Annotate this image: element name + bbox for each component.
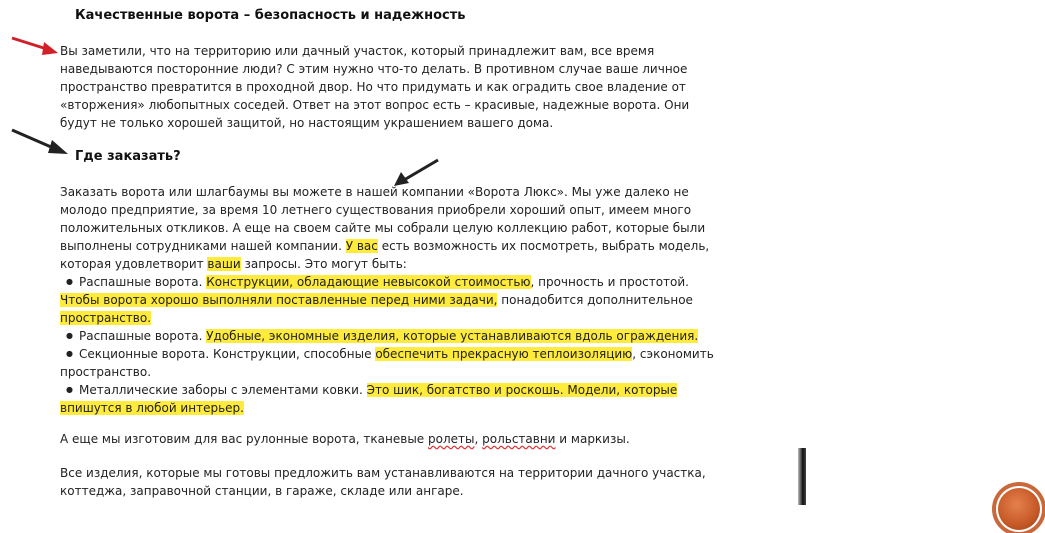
highlight: впишутся в любой интерьер.: [60, 401, 244, 415]
order-line: [60, 237, 760, 255]
extra-line: [60, 430, 760, 448]
extra-text: А еще мы изготовим для вас рулонные ворота, тканевые: [60, 432, 428, 446]
highlight: Это шик, богатство и роскошь. Модели, которые: [366, 383, 678, 397]
extra-products-paragraph: [60, 430, 760, 448]
order-text: запросы. Это могут быть:: [240, 257, 407, 271]
spellcheck-word: рольставни: [482, 432, 556, 446]
shadow-divider: [798, 448, 806, 505]
closing-paragraph: [60, 464, 760, 500]
intro-line: Вы заметили, что на территорию или дачный участок, который принадлежит вам, все время: [60, 44, 655, 58]
slide-badge: [996, 486, 1042, 532]
item-text: Распашные ворота.: [78, 275, 207, 289]
intro-line: пространство превратится в проходной двор. Но что придумать и как оградить свое владение от: [60, 80, 686, 94]
list-item-continuation: [60, 309, 760, 327]
highlight: пространство.: [60, 311, 152, 325]
highlight: обеспечить прекрасную теплоизоляцию: [375, 347, 633, 361]
order-text: есть возможность их посмотреть, выбрать модель,: [377, 239, 710, 253]
list-item: [60, 345, 760, 363]
order-text: которая удовлетворит: [60, 257, 208, 271]
highlight: Чтобы ворота хорошо выполняли поставленные перед ними задачи,: [60, 293, 498, 307]
order-line: Заказать ворота или шлагбаумы вы можете в нашей компании «Ворота Люкс». Мы уже далеко не: [60, 185, 689, 199]
intro-line: наведываются посторонние люди? С этим нужно что-то делать. В противном случае ваше личное: [60, 62, 688, 76]
list-item: [60, 381, 760, 399]
order-line: молодо предприятие, за время 10 летнего существования приобрели хороший опыт, имеем много: [60, 203, 692, 217]
order-paragraph: [60, 183, 760, 417]
item-text: , сэкономить: [632, 347, 714, 361]
intro-paragraph: [60, 42, 750, 132]
highlight: ваши: [207, 257, 241, 271]
item-text: Секционные ворота. Конструкции, способные: [78, 347, 376, 361]
closing-line: коттеджа, заправочной станции, в гараже, складе или ангаре.: [60, 484, 464, 498]
subheading-where-to-order: Где заказать?: [75, 149, 181, 164]
document-title: Качественные ворота – безопасность и надежность: [75, 8, 466, 23]
list-item: [60, 273, 760, 291]
item-text: , прочность и простотой.: [530, 275, 689, 289]
highlight: У вас: [345, 239, 378, 253]
highlight: Конструкции, обладающие невысокой стоимостью: [206, 275, 531, 289]
order-line: положительных откликов. А еще на своем сайте мы собрали целую коллекцию работ, которые были: [60, 221, 706, 235]
arrow-red-icon: [10, 34, 60, 58]
closing-line: Все изделия, которые мы готовы предложить вам устанавливаются на территории дачного участка,: [60, 466, 706, 480]
extra-text: и маркизы.: [555, 432, 630, 446]
intro-line: будут не только хорошей защитой, но настоящим украшением вашего дома.: [60, 116, 554, 130]
intro-line: «вторжения» любопытных соседей. Ответ на этот вопрос есть – красивые, надежные ворота. Они: [60, 98, 690, 112]
order-line: [60, 255, 760, 273]
extra-text: ,: [474, 432, 483, 446]
item-text: Металлические заборы с элементами ковки.: [78, 383, 367, 397]
order-text: выполнены сотрудниками нашей компании.: [60, 239, 346, 253]
item-text: понадобится дополнительное: [497, 293, 693, 307]
list-item-continuation: [60, 291, 760, 309]
item-text: Распашные ворота.: [78, 329, 207, 343]
spellcheck-word: ролеты: [428, 432, 475, 446]
list-item-continuation: [60, 399, 760, 417]
list-item: [60, 327, 760, 345]
highlight: Удобные, экономные изделия, которые устанавливаются вдоль ограждения.: [206, 329, 699, 343]
list-item-continuation: пространство.: [60, 365, 152, 379]
